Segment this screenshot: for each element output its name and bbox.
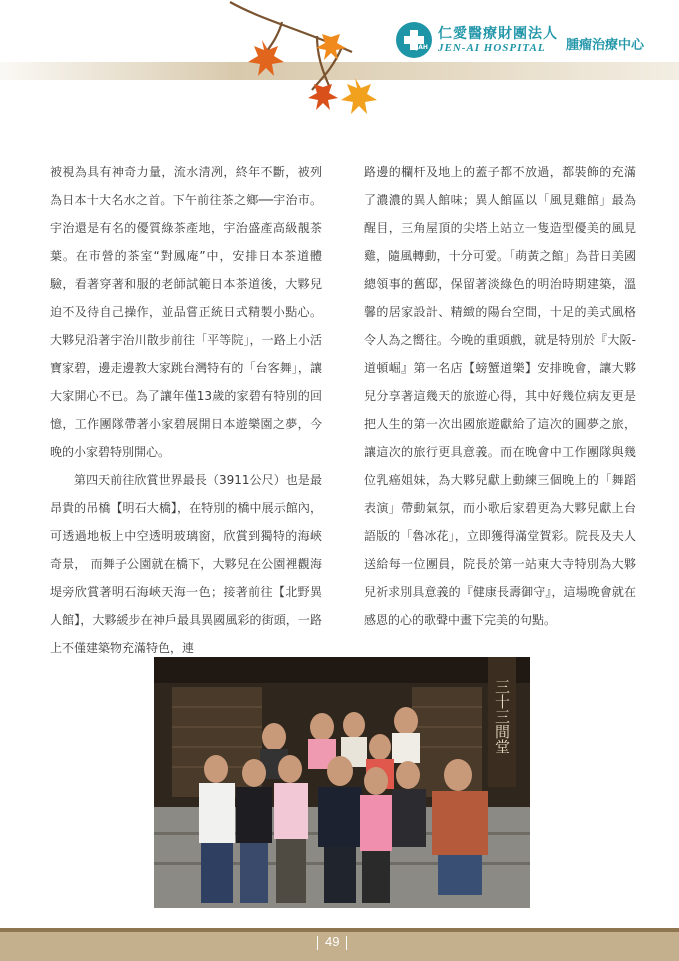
logo-name-en: JEN-AI HOSPITAL	[438, 42, 546, 54]
department-name: 腫瘤治療中心	[566, 38, 645, 53]
article-column-right	[364, 158, 636, 634]
group-photo	[154, 657, 530, 908]
article-paragraph: 路邊的欄杆及地上的蓋子都不放過，都裝飾的充滿了濃濃的異人館味；異人館區以「風見雞館」最為醒目，三角屋頂的尖塔上站立一隻造型優美的風見雞，隨風轉動，十分可愛。「萌黃之館」為昔日美國總領事的舊邸，保留著淡綠色的明治時期建築，溫馨的居家設計、精緻的陽台空間，十足的美式風格令人為之嚮往。今晚的重頭戲，就是特別於『大阪-道頓崛』第一名店【螃蟹道樂】安排晚會，讓大夥兒分享著這幾天的旅遊心得，其中好幾位病友更是把人生的第一次出國旅遊獻給了這次的圓夢之旅，讓這次的旅行更具意義。而在晚會中工作團隊與幾位乳癌姐妹，為大夥兒獻上動練三個晚上的「舞蹈表演」帶動氣氛，而小歌后家碧更為大夥兒獻上台語版的「魯冰花」，立即獲得滿堂賀彩。院長及夫人送給每一位團員，院長於第一站東大寺特別為大夥兒祈求別具意義的『健康長壽御守』，這場晚會就在感恩的心的歌聲中畫下完美的句點。	[364, 165, 636, 627]
logo-name-cn: 仁愛醫療財團法人	[438, 26, 558, 42]
hospital-logo	[396, 22, 666, 62]
page-number-text: 49	[325, 934, 340, 949]
article-paragraph: 被視為具有神奇力量，流水清冽，終年不斷，被列為日本十大名水之首。下午前往茶之鄉──宇治市。宇治還是有名的優質綠茶產地，宇治盛產高級靚茶葉。在市營的茶室“對鳳庵”中，安排日本茶道體驗，看著穿著和服的老師試範日本茶道後，大夥兒迫不及待自己操作，並品嘗正統日式精製小點心。大夥兒沿著宇治川散步前往「平等院」，一路上小活寶家碧，邊走邊教大家跳台灣特有的「台客舞」，讓大家開心不已。為了讓年僅13歲的家碧有特別的回憶，工作團隊帶著小家碧展開日本遊樂園之夢，今晚的小家碧特別開心。	[50, 165, 322, 459]
article-column-left	[50, 158, 322, 662]
temple-sign-text: 三十三間堂	[493, 679, 511, 754]
maple-leaves-decoration	[222, 0, 402, 140]
logo-badge: JAH	[416, 44, 428, 51]
article-paragraph: 第四天前往欣賞世界最長（3911公尺）也是最昂貴的吊橋【明石大橋】，在特別的橋中展示館內，可透過地板上中空透明玻璃窗，欣賞到獨特的海峽奇景， 而舞子公園就在橋下，大夥兒在公園裡觀海堤旁欣賞著明石海峽天海一色；接著前往【北野異人館】，大夥緩步在神戶最具異國風彩的街頭，一路上不僅建築物充滿特色，連	[50, 473, 322, 655]
cross-icon	[396, 22, 432, 58]
group-photo-illustration	[154, 657, 530, 908]
page-number	[310, 934, 354, 950]
